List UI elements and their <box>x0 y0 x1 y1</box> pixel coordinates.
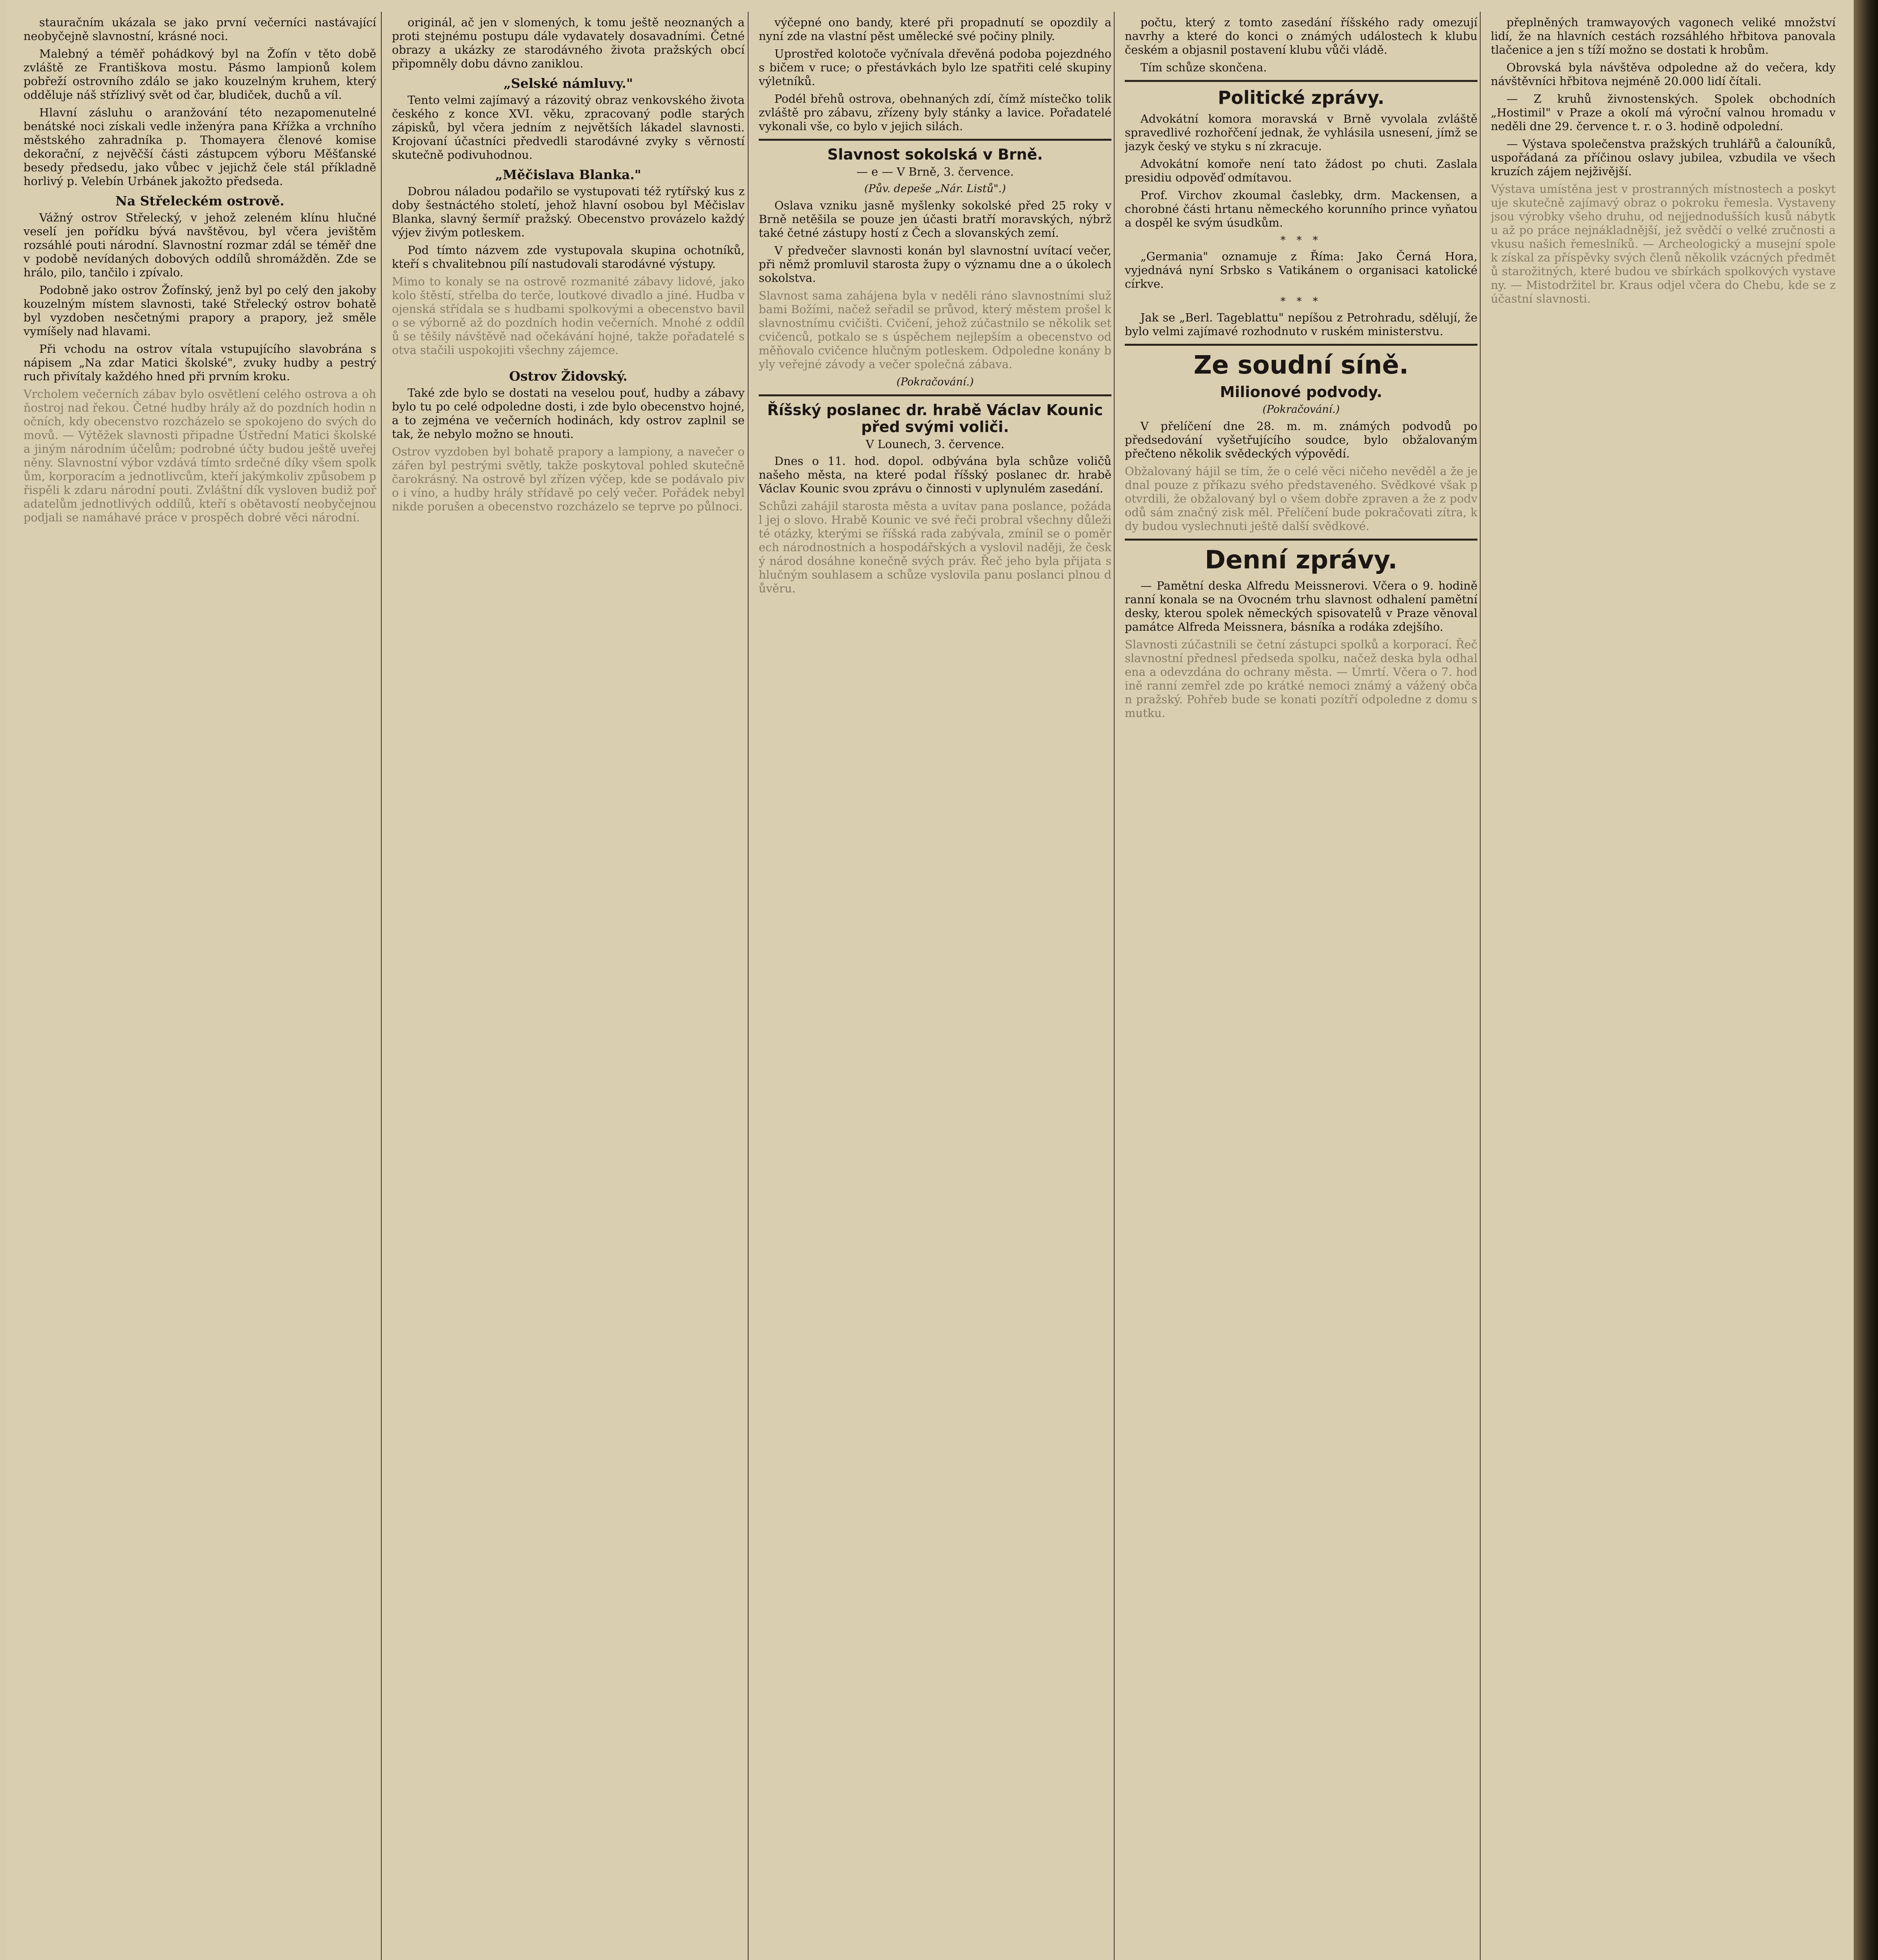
article-title: Říšský poslanec dr. hrabě Václav Kounic před svými voliči. <box>767 401 1103 436</box>
article-text: „Germania" oznamuje z Říma: Jako Černá Hora, vyjednává nyní Srbsko s Vatikánem o organisaci katolické církve. <box>1125 249 1477 290</box>
column-divider <box>1114 12 1115 1960</box>
continuation-note: (Pokračování.) <box>896 376 974 388</box>
column-1 <box>24 16 376 1960</box>
article-title: Slavnost sokolská v Brně. <box>827 146 1043 163</box>
article-heading: „Měčislava Blanka." <box>495 167 642 182</box>
dateline: V Lounech, 3. července. <box>866 437 1004 451</box>
illegible-text-block: Mimo to konaly se na ostrově rozmanité zábavy lidové, jako kolo štěstí, střelba do terče, loutkové divadlo a jiné. Hudba vojenská střídala se s hudbami spolkovými a obecenstvo bavilo se výborně až do pozdních hodin večerních. Mnohé z oddílů se těšily návštěvě nad očekávání hojné, takže pořadatelé sotva stačili uspokojiti všechny zájemce. <box>392 274 745 357</box>
section-rule <box>759 139 1111 141</box>
article-text: originál, ač jen v slomených, k tomu ještě neoznaných a proti stejnému postupu dále vydavately dosavadními. Četné obrazy a ukázky ze starodávného života pražských obcí připomněly dobu dávno zaniklou. <box>392 16 745 70</box>
column-divider <box>381 12 382 1960</box>
article-text: Uprostřed kolotoče vyčnívala dřevěná podoba pojezdného s bičem v ruce; o přestávkách bylo lze spatřiti celé skupiny výletníků. <box>759 47 1111 88</box>
article-text: Dnes o 11. hod. dopol. odbývána byla schůze voličů našeho města, na které podal říšský poslanec dr. hrabě Václav Kounic svou zprávu o činnosti v uplynulém zasedání. <box>759 454 1111 495</box>
article-text: Vážný ostrov Střelecký, v jehož zeleném klínu hlučné veselí jen pořídku bývá navštěvou, byl včera jevištěm rozsáhlé pouti národní. Slavnostní rozmar zdál se téměř dne v podobě nevídaných dobových oddílů shromážděn. Zde se hrálo, pilo, tančilo i zpívalo. <box>24 211 376 279</box>
article-title: Milionové podvody. <box>1220 383 1383 401</box>
article-text: Také zde bylo se dostati na veselou pouť, hudby a zábavy bylo tu po celé odpoledne dosti, i zde bylo obecenstvo hojné, a to zejména ve večerních hodinách, kdy ostrov zaplnil se tak, že nebylo možno se hnouti. <box>392 386 745 441</box>
column-divider <box>748 12 749 1960</box>
dateline: — e — V Brně, 3. července. <box>856 165 1014 178</box>
article-text: Obrovská byla návštěva odpoledne až do večera, kdy návštěvníci hřbitova nejméně 20.000 lidí čítali. <box>1491 61 1836 88</box>
column-5 <box>1491 16 1836 1960</box>
article-text: V předvečer slavnosti konán byl slavnostní uvítací večer, při němž promluvil starosta župy o významu dne a o úkolech sokolstva. <box>759 243 1111 285</box>
section-rule <box>1125 539 1477 541</box>
article-text: stauračním ukázala se jako první večerníci nastávající neobyčejně slavnostní, krásné noci. <box>24 16 376 43</box>
column-4 <box>1125 16 1477 1960</box>
illegible-text-block: Slavnost sama zahájena byla v neděli ráno slavnostními službami Božími, načež seřadil se průvod, který městem prošel k slavnostnímu cvičišti. Cvičení, jehož zúčastnilo se několik set cvičenců, potkalo se s úspěchem nejlepším a obecenstvo odměňovalo cvičence hlučným potleskem. Odpoledne konány byly veřejné závody a večer společná zábava. <box>759 289 1111 371</box>
article-text: Tím schůze skončena. <box>1140 61 1267 74</box>
column-3 <box>759 16 1111 1960</box>
column-2 <box>392 16 745 1960</box>
source-note: (Pův. depeše „Nár. Listů".) <box>864 182 1006 195</box>
article-text: — Z kruhů živnostenských. Spolek obchodních „Hostimil" v Praze a okolí má výroční valnou hromadu v neděli dne 29. července t. r. o 3. hodině odpolední. <box>1491 92 1836 133</box>
article-text: Prof. Virchov zkoumal časlebky, drm. Mackensen, a chorobné části hrtanu německého korunního prince vyňatou a dospěl ke svým úsudkům. <box>1125 188 1477 229</box>
illegible-text-block: Schůzi zahájil starosta města a uvítav pana poslance, požádal jej o slovo. Hrabě Kounic ve své řeči probral všechny důležité otázky, kterými se říšská rada zabývala, zmínil se o poměrech národnostních a hospodářských a vyslovil naději, že český národ dosáhne konečně svých práv. Řeč jeho byla přijata s hlučným souhlasem a schůze vyslovila panu poslanci plnou důvěru. <box>759 499 1111 595</box>
illegible-text-block: Obžalovaný hájil se tím, že o celé věci ničeho nevěděl a že jednal pouze z příkazu svého představeného. Svědkové však potvrdili, že obžalovaný byl o všem dobře zpraven a že z podvodů sám značný zisk měl. Přelíčení bude pokračovati zítra, kdy budou vyslechnuti ještě další svědkové. <box>1125 465 1477 533</box>
article-text: Dobrou náladou podařilo se vystupovati též rytířský kus z doby šestnáctého století, jehož hlavní osobou byl Měčislav Blanka, slavný šermíř pražský. Obecenstvo provázelo každý výjev živým potleskem. <box>392 184 745 239</box>
section-rule <box>759 394 1111 396</box>
article-text: Při vchodu na ostrov vítala vstupujícího slavobrána s nápisem „Na zdar Matici školské", zvuky hudby a pestrý ruch přivítaly každého hned při prvním kroku. <box>24 342 376 383</box>
article-text: Malebný a téměř pohádkový byl na Žofín v těto době zvláště ze Františkova mostu. Pásmo lampionů kolem pobřeží ostrovního zdálo se jako kouzelným kruhem, který odděluje náš střízlivý svět od čar, bludiček, duchů a víl. <box>24 47 376 102</box>
article-text: V přelíčení dne 28. m. m. známých podvodů po předsedování vyšetřujícího soudce, bylo obžalovaným přečteno několik svědeckých výpovědí. <box>1125 419 1477 461</box>
article-text: přeplněných tramwayových vagonech veliké množství lidí, že na hlavních cestách rozsáhlého hřbitova panovala tlačenice a jen s tíží možno se dostati k hrobům. <box>1491 16 1836 56</box>
article-text: Podobně jako ostrov Žofínský, jenž byl po celý den jakoby kouzelným místem slavnosti, také Střelecký ostrov bohatě byl vyzdoben nesčetnými prapory a prapory, jež směle vymíšely nad hlavami. <box>24 283 376 338</box>
section-rule <box>1125 80 1477 82</box>
article-heading: Na Střeleckém ostrově. <box>115 193 285 209</box>
illegible-text-block: Ostrov vyzdoben byl bohatě prapory a lampiony, a navečer ozářen byl pestrými světly, takže poskytoval pohled skutečně čarokrásný. Na ostrově byl zřízen výčep, kde se podávalo pivo i víno, a hudby hrály střídavě po celý večer. Pořádek nebyl nikde porušen a obecenstvo rozcházelo se teprve po půlnoci. <box>392 445 745 513</box>
binding-gutter <box>1854 0 1878 1960</box>
section-heading: Ze soudní síně. <box>1193 350 1409 380</box>
article-text: Tento velmi zajímavý a rázovitý obraz venkovského života českého z konce XVI. věku, zpracovaný podle starých zápisků, byl včera jedním z největších lákadel slavnosti. Krojovaní účastníci předvedli starodávné zvyky s věrností skutečně podivuhodnou. <box>392 93 745 162</box>
article-text: — Výstava společenstva pražských truhlářů a čalouníků, uspořádaná za příčinou oslavy jubilea, vzbudila ve všech kruzích zájem nejživější. <box>1491 137 1836 178</box>
illegible-text-block: Výstava umístěna jest v prostranných místnostech a poskytuje skutečně zajímavý obraz o pokroku řemesla. Vystaveny jsou výrobky všeho druhu, od nejjednodušších kusů nábytku až po práce nejnákladnější, jež svědčí o velké zručnosti a vkusu našich řemeslníků. — Archeologický a musejní spolek získal za příspěvky svých členů několik vzácných předmětů starožitných, které budou ve sbírkách spolkových vystaveny. — Mistodržitel br. Kraus odjel včera do Chebu, kde se zúčastní slavnosti. <box>1491 182 1836 305</box>
article-text: Jak se „Berl. Tageblattu" nepíšou z Petrohradu, sdělují, že bylo velmi zajímavé rozhodnuto v ruském ministerstvu. <box>1125 310 1477 338</box>
illegible-text-block: Slavnosti zúčastnili se četní zástupci spolků a korporací. Řeč slavnostní přednesl předseda spolku, načež deska byla odhalena a odevzdána do ochrany města. — Úmrtí. Včera o 7. hodině ranní zemřel zde po krátké nemoci známý a vážený občan pražský. Pohřeb bude se konati pozítří odpoledne z domu smutku. <box>1125 637 1477 720</box>
article-text: Podél břehů ostrova, obehnaných zdí, čímž místečko tolik zvláště pro zábavu, zřízeny byly stánky a lavice. Pořadatelé vykonali vše, co bylo v jejich silách. <box>759 92 1111 133</box>
article-text: výčepné ono bandy, které při propadnutí se opozdily a nyní zde na vlastní pěst umělecké své počiny plnily. <box>759 16 1111 43</box>
article-text: Pod tímto názvem zde vystupovala skupina ochotníků, kteří s chvalitebnou pílí nastudovali starodávné výstupy. <box>392 243 745 270</box>
separator-stars: * * * <box>1280 234 1322 246</box>
source-note: (Pokračování.) <box>1262 403 1340 416</box>
section-heading: Politické zprávy. <box>1218 87 1385 108</box>
article-text: Oslava vzniku jasně myšlenky sokolské před 25 roky v Brně netěšila se pouze jen účasti bratří moravských, nýbrž také četné zástupy hostí z Čech a slovanských zemí. <box>759 198 1111 240</box>
article-heading: Ostrov Židovský. <box>509 368 627 384</box>
article-text: Hlavní zásluhu o aranžování této nezapomenutelné benátské noci získali vedle inženýra pana Křížka a vrchního městského zahradníka p. Thomayera členové komise dekorační, z nejvěčší části zástupcem výboru Měšťanské besedy předsedu, jako vůbec v jejichž čele stál příkladně horlivý p. Velebín Urbánek jakožto předseda. <box>24 106 376 188</box>
article-heading: „Selské námluvy." <box>503 76 633 91</box>
section-heading: Denní zprávy. <box>1205 546 1398 575</box>
separator-stars: * * * <box>1280 295 1322 307</box>
article-text: Advokátní komora moravská v Brně vyvolala zvláště spravedlivé rozhořčení jednak, že vyhlásila usnesení, jímž se jazyk český ve styku s ní zkracuje. <box>1125 112 1477 153</box>
article-text: počtu, který z tomto zasedání říšského rady omezují navrhy a které do konci o známých událostech k klubu českém a objasnil postavení klubu vůči vládě. <box>1125 16 1477 56</box>
section-rule <box>1125 344 1477 346</box>
illegible-text-block: Vrcholem večerních zábav bylo osvětlení celého ostrova a ohňostroj nad řekou. Četné hudby hrály až do pozdních hodin nočních, kdy obecenstvo rozcházelo se spokojeno do svých domovů. — Výtěžek slavnosti připadne Ústřední Matici školské a jiným národním účelům; podrobné účty budou ještě uveřejněny. Slavnostní výbor vzdává tímto srdečné díky všem spolkům, korporacím a jednotlivcům, kteří jakýmkoliv způsobem přispěli k zdaru národní pouti. Zvláštní dík vysloven budiž pořadatelům jednotlivých oddílů, kteří s obětavostí neobyčejnou podjali se namáhavé práce v prospěch dobré věci národní. <box>24 387 376 524</box>
column-divider <box>1480 12 1481 1960</box>
article-text: — Pamětní deska Alfredu Meissnerovi. Včera o 9. hodině ranní konala se na Ovocném trhu slavnost odhalení pamětní desky, kterou spolek německých spisovatelů v Praze věnoval památce Alfreda Meissnera, básníka a rodáka zdejšího. <box>1125 579 1477 633</box>
article-text: Advokátní komoře není tato žádost po chuti. Zaslala presidiu odpověď odmítavou. <box>1125 157 1477 184</box>
